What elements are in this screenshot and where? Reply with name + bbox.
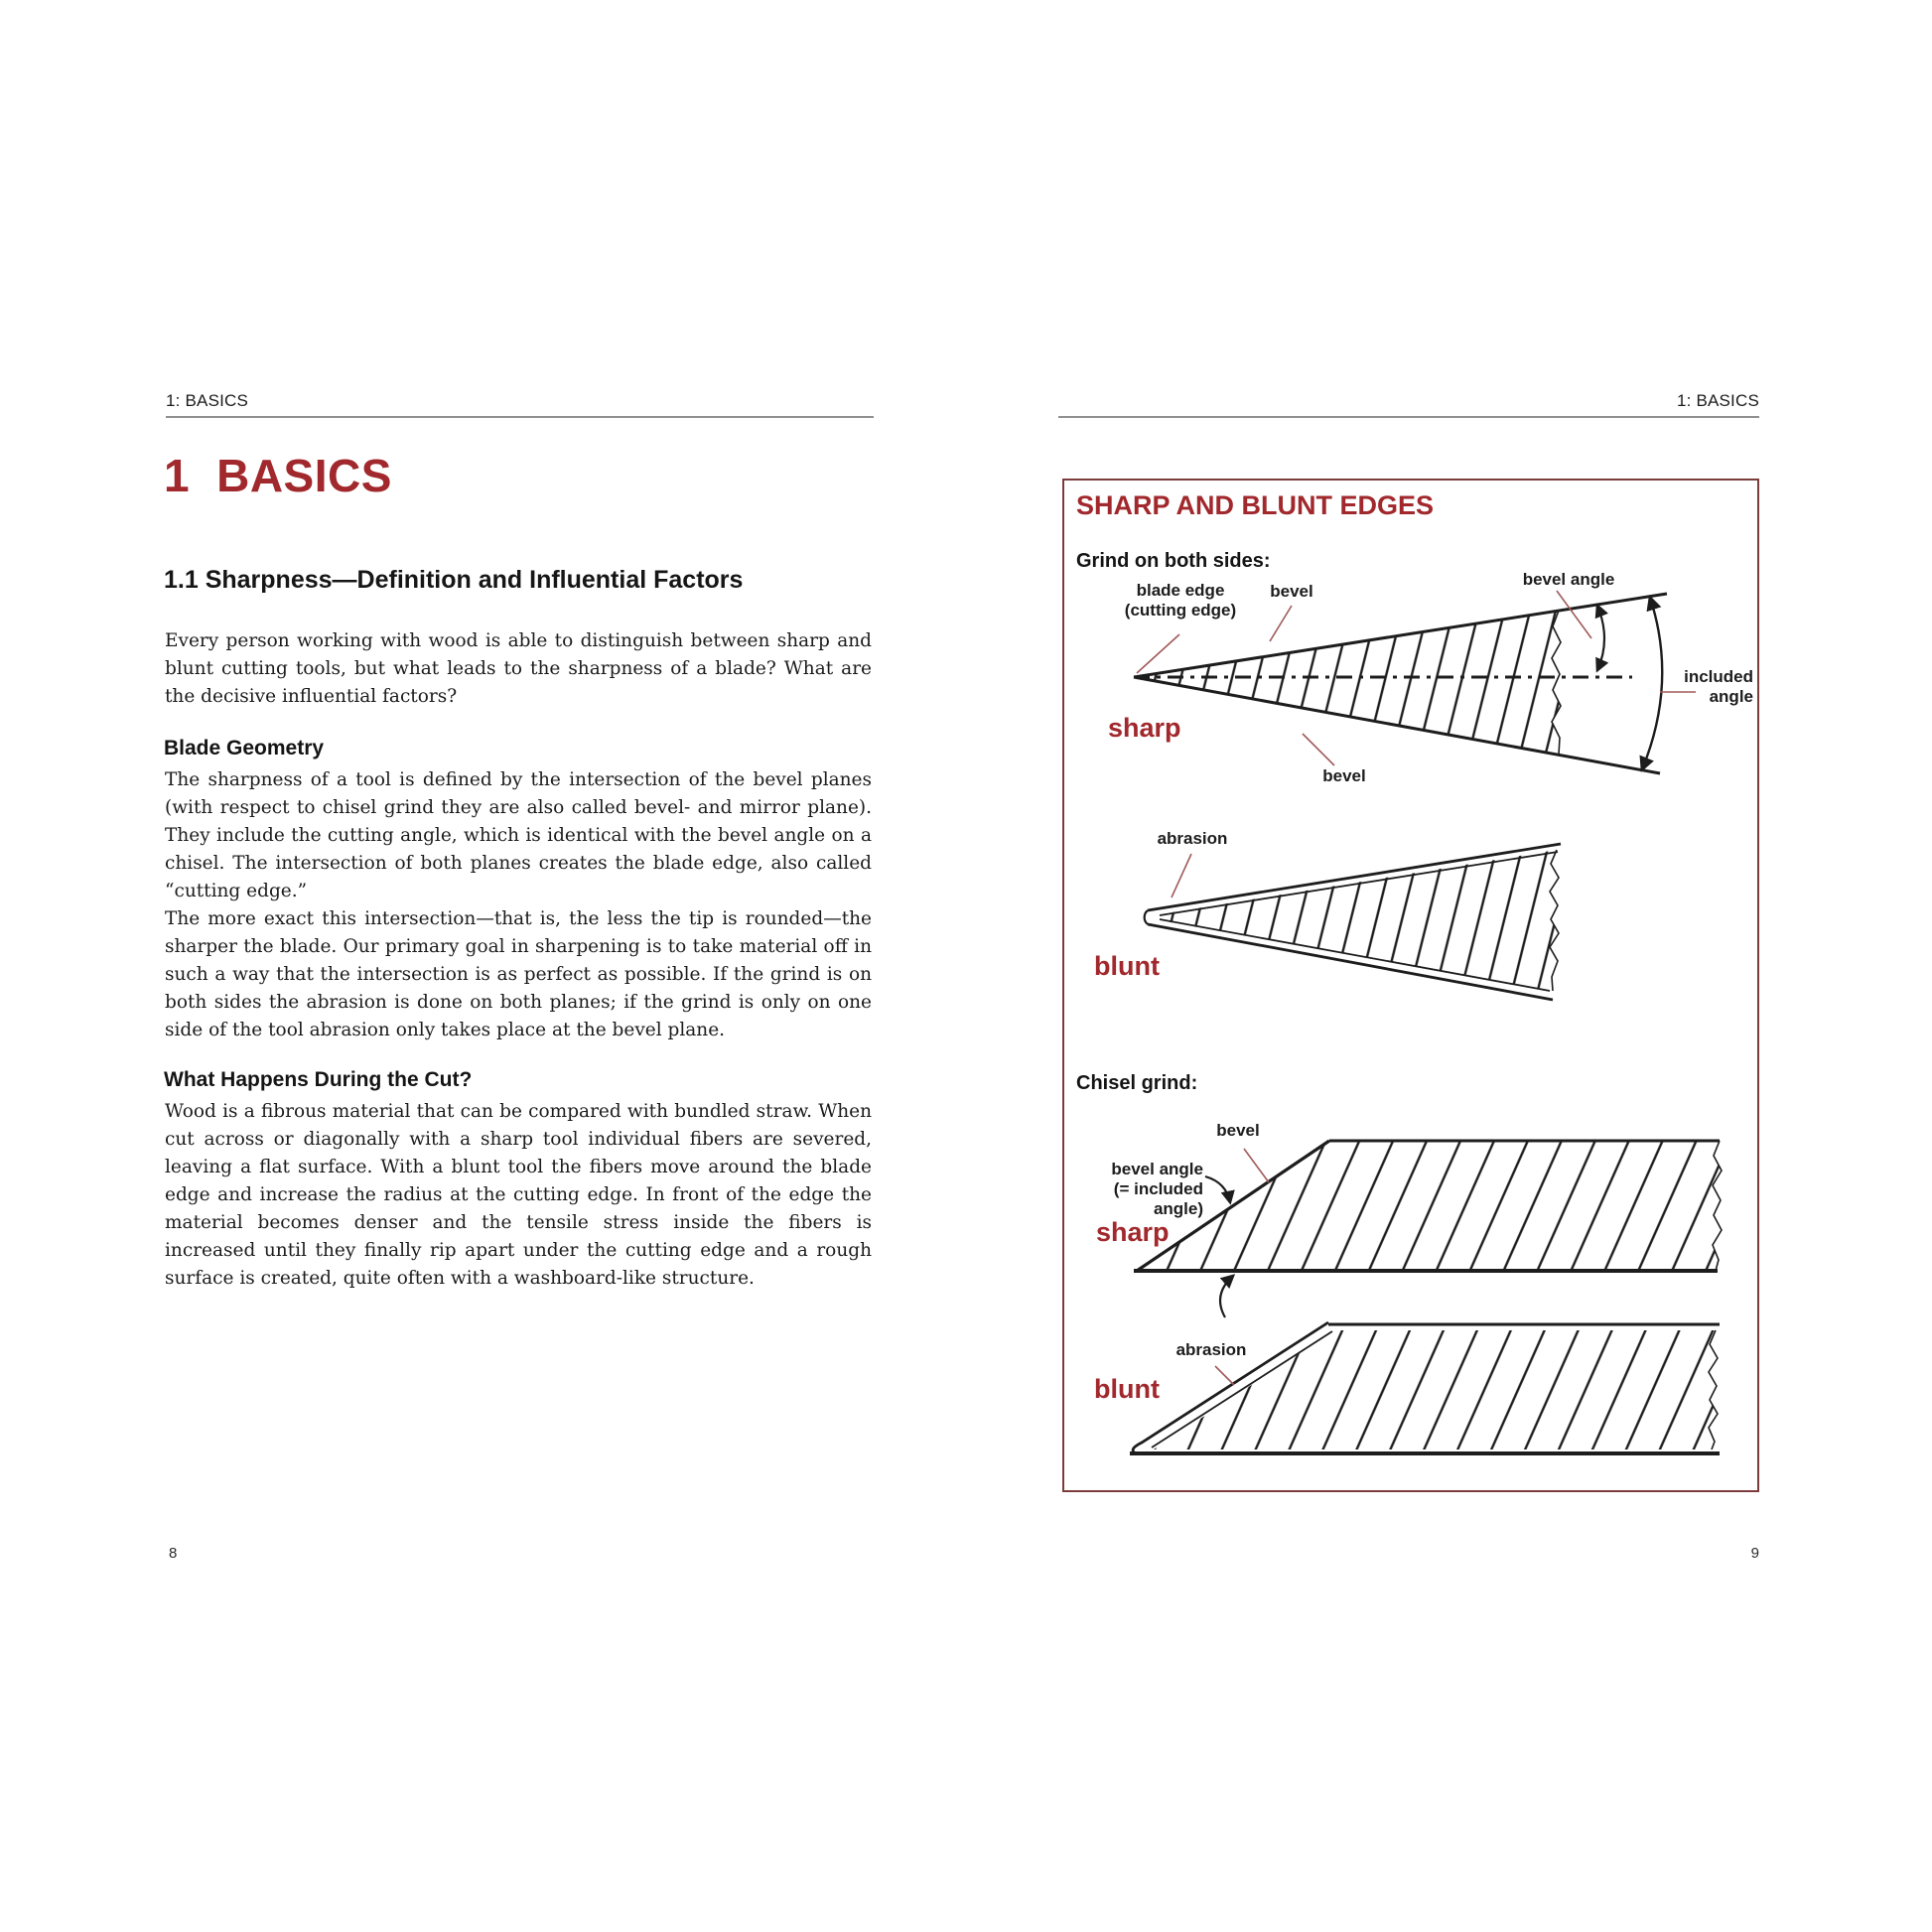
- edge-diagrams: [1064, 481, 1757, 1490]
- blunt-label-1: blunt: [1094, 951, 1160, 981]
- sharp-blunt-edges-panel: [1062, 479, 1759, 1492]
- bevel-bottom-label: bevel: [1322, 766, 1366, 785]
- bevel-chisel-label: bevel: [1216, 1121, 1260, 1140]
- chapter-number: 1: [164, 450, 191, 501]
- right-page-number: 9: [1750, 1545, 1759, 1562]
- abrasion-label-1: abrasion: [1157, 829, 1228, 848]
- right-header-rule: [1058, 416, 1759, 418]
- intro-paragraph: Every person working with wood is able to distinguish between sharp and blunt cutting tools, but what leads to the sharpness of a blade? What are the decisive influential factors?: [165, 630, 872, 707]
- cut-section-heading: What Happens During the Cut?: [164, 1068, 473, 1091]
- chapter-title: BASICS: [216, 450, 392, 501]
- chisel-grind-heading: Chisel grind:: [1076, 1072, 1198, 1094]
- chapter-heading: [164, 449, 392, 502]
- left-running-header: 1: BASICS: [166, 391, 249, 410]
- section-heading: 1.1 Sharpness—Definition and Influential Factors: [164, 566, 744, 594]
- blunt-label-2: blunt: [1094, 1374, 1160, 1404]
- blade-geometry-heading: Blade Geometry: [164, 737, 325, 759]
- panel-title: SHARP AND BLUNT EDGES: [1076, 490, 1435, 520]
- abrasion-label-2: abrasion: [1175, 1340, 1247, 1359]
- diagram-chisel-sharp: [1134, 1141, 1722, 1317]
- blade-edge-label: blade edge (cutting edge): [1124, 581, 1237, 620]
- grind-both-sides-heading: Grind on both sides:: [1076, 550, 1271, 572]
- blade-geometry-paragraph-2: The more exact this intersection—that is, the less the tip is rounded—the sharper the blade. Our primary goal in sharpening is to take material off in such a way that the intersection is as perfect as possible. If the grind is on both sides the abrasion is done on both planes; if the grind is only on one side of the tool abrasion only takes place at the bevel plane.: [165, 908, 872, 1040]
- sharp-label-2: sharp: [1096, 1217, 1170, 1247]
- bevel-angle-chisel-label: bevel angle (= included angle): [1111, 1160, 1203, 1218]
- diagram-blunt-both-sides: [1145, 844, 1561, 1000]
- included-angle-label: included angle: [1684, 667, 1753, 706]
- bevel-top-label: bevel: [1270, 582, 1313, 601]
- sharp-label-1: sharp: [1108, 713, 1181, 743]
- blade-geometry-paragraph-1: The sharpness of a tool is defined by the intersection of the bevel planes (with respect to chisel grind they are also called bevel- and mirror plane). They include the cutting angle, which is identical with the bevel angle on a chisel. The intersection of both planes creates the blade edge, also called “cutting edge.”: [165, 769, 872, 901]
- bevel-angle-label: bevel angle: [1522, 570, 1615, 589]
- left-page-number: 8: [169, 1545, 178, 1562]
- cut-section-paragraph: Wood is a fibrous material that can be compared with bundled straw. When cut across or diagonally with a sharp tool individual fibers are severed, leaving a flat surface. With a blunt tool the fibers move around the blade edge and increase the radius at the cutting edge. In front of the edge the material becomes denser and the tensile stress inside the fibers is increased until they finally rip apart under the cutting edge and a rough surface is created, quite often with a washboard-like structure.: [165, 1101, 872, 1289]
- left-header-rule: [166, 416, 874, 418]
- right-running-header: 1: BASICS: [1676, 391, 1759, 410]
